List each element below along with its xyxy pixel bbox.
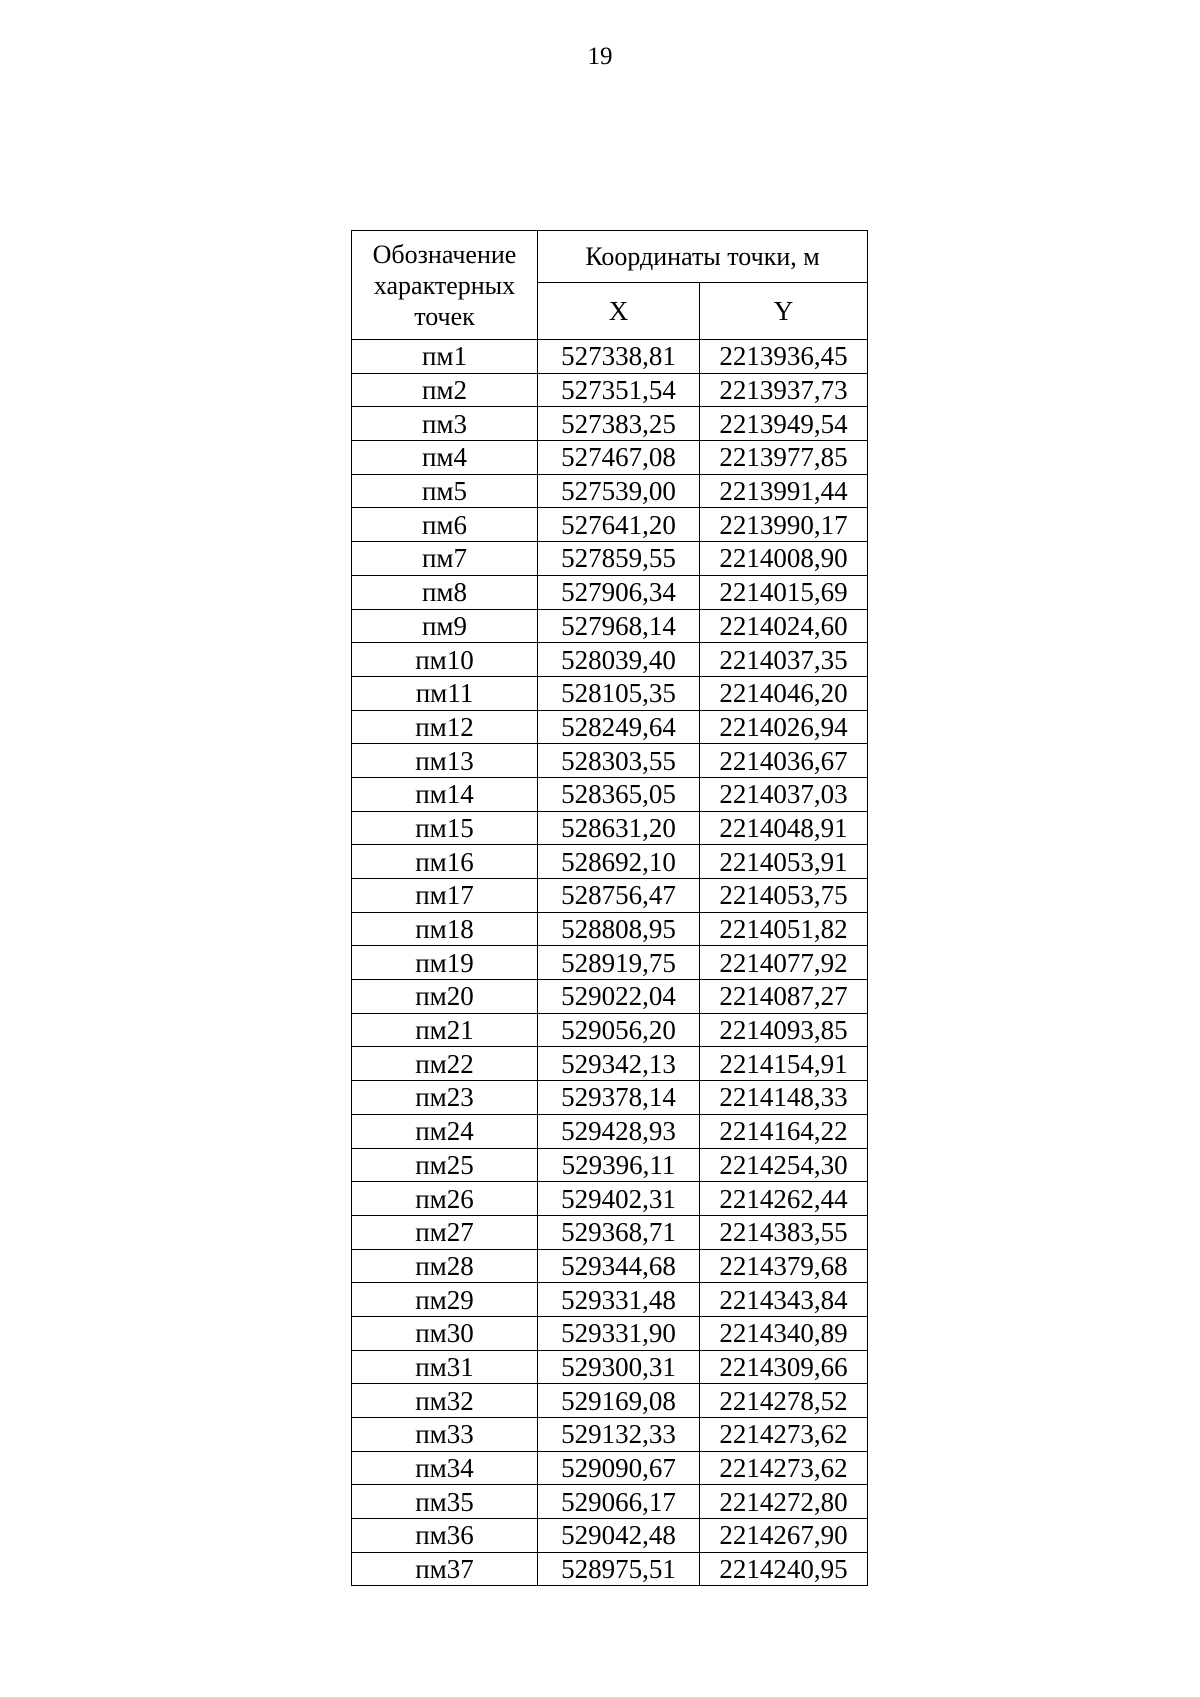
point-cell: пм2 (352, 373, 538, 407)
table-row (352, 1418, 868, 1452)
y-coordinate-cell: 2214008,90 (700, 542, 868, 576)
point-cell: пм35 (352, 1485, 538, 1519)
x-coordinate-cell: 527906,34 (538, 575, 700, 609)
point-cell: пм24 (352, 1114, 538, 1148)
y-column-header: Y (700, 283, 868, 340)
table-row (352, 845, 868, 879)
y-coordinate-cell: 2214262,44 (700, 1182, 868, 1216)
point-cell: пм31 (352, 1350, 538, 1384)
point-cell: пм25 (352, 1148, 538, 1182)
point-cell: пм27 (352, 1215, 538, 1249)
y-coordinate-cell: 2214026,94 (700, 710, 868, 744)
table-row (352, 676, 868, 710)
point-cell: пм20 (352, 980, 538, 1014)
y-coordinate-cell: 2214340,89 (700, 1316, 868, 1350)
x-coordinate-cell: 527641,20 (538, 508, 700, 542)
y-coordinate-cell: 2214278,52 (700, 1384, 868, 1418)
x-coordinate-cell: 528039,40 (538, 643, 700, 677)
point-cell: пм37 (352, 1552, 538, 1586)
table-row (352, 340, 868, 374)
table-row (352, 1047, 868, 1081)
x-coordinate-cell: 528919,75 (538, 946, 700, 980)
table-row (352, 946, 868, 980)
point-cell: пм4 (352, 441, 538, 475)
x-coordinate-cell: 527859,55 (538, 542, 700, 576)
x-coordinate-cell: 529368,71 (538, 1215, 700, 1249)
table-row (352, 1552, 868, 1586)
y-coordinate-cell: 2214036,67 (700, 744, 868, 778)
table-row (352, 1081, 868, 1115)
y-coordinate-cell: 2214240,95 (700, 1552, 868, 1586)
table-row (352, 912, 868, 946)
x-coordinate-cell: 529090,67 (538, 1451, 700, 1485)
x-coordinate-cell: 529378,14 (538, 1081, 700, 1115)
x-coordinate-cell: 528975,51 (538, 1552, 700, 1586)
point-cell: пм8 (352, 575, 538, 609)
y-coordinate-cell: 2214383,55 (700, 1215, 868, 1249)
designation-header-line-2: характерных (373, 270, 516, 300)
point-cell: пм18 (352, 912, 538, 946)
x-coordinate-cell: 529402,31 (538, 1182, 700, 1216)
x-coordinate-cell: 529056,20 (538, 1013, 700, 1047)
x-coordinate-cell: 527383,25 (538, 407, 700, 441)
x-coordinate-cell: 528303,55 (538, 744, 700, 778)
y-coordinate-cell: 2214015,69 (700, 575, 868, 609)
page-number: 19 (587, 43, 613, 70)
y-coordinate-cell: 2214379,68 (700, 1249, 868, 1283)
designation-header-line-1: Обозначение (372, 239, 517, 269)
point-cell: пм33 (352, 1418, 538, 1452)
y-coordinate-cell: 2214148,33 (700, 1081, 868, 1115)
y-coordinate-cell: 2214272,80 (700, 1485, 868, 1519)
y-coordinate-cell: 2214048,91 (700, 811, 868, 845)
point-cell: пм13 (352, 744, 538, 778)
point-cell: пм23 (352, 1081, 538, 1115)
y-coordinate-cell: 2214037,03 (700, 777, 868, 811)
x-coordinate-cell: 529396,11 (538, 1148, 700, 1182)
y-coordinate-cell: 2214267,90 (700, 1519, 868, 1553)
point-cell: пм36 (352, 1519, 538, 1553)
x-coordinate-cell: 529344,68 (538, 1249, 700, 1283)
x-coordinate-cell: 527968,14 (538, 609, 700, 643)
point-cell: пм30 (352, 1316, 538, 1350)
table-row (352, 441, 868, 475)
table-row (352, 474, 868, 508)
table-row (352, 879, 868, 913)
y-coordinate-cell: 2213991,44 (700, 474, 868, 508)
point-cell: пм9 (352, 609, 538, 643)
x-coordinate-cell: 528105,35 (538, 676, 700, 710)
y-coordinate-cell: 2213990,17 (700, 508, 868, 542)
table-row (352, 710, 868, 744)
point-cell: пм22 (352, 1047, 538, 1081)
y-coordinate-cell: 2214024,60 (700, 609, 868, 643)
table-row (352, 744, 868, 778)
y-coordinate-cell: 2214053,91 (700, 845, 868, 879)
y-coordinate-cell: 2213949,54 (700, 407, 868, 441)
table-row (352, 1283, 868, 1317)
point-cell: пм29 (352, 1283, 538, 1317)
table-row (352, 609, 868, 643)
x-coordinate-cell: 527351,54 (538, 373, 700, 407)
point-cell: пм28 (352, 1249, 538, 1283)
x-coordinate-cell: 527539,00 (538, 474, 700, 508)
y-coordinate-cell: 2214273,62 (700, 1451, 868, 1485)
x-coordinate-cell: 529428,93 (538, 1114, 700, 1148)
point-cell: пм7 (352, 542, 538, 576)
table-body (352, 340, 868, 1586)
table-row (352, 1013, 868, 1047)
y-coordinate-cell: 2214154,91 (700, 1047, 868, 1081)
y-coordinate-cell: 2213937,73 (700, 373, 868, 407)
table-row (352, 1451, 868, 1485)
point-cell: пм1 (352, 340, 538, 374)
x-coordinate-cell: 529300,31 (538, 1350, 700, 1384)
table-row (352, 1182, 868, 1216)
x-coordinate-cell: 529331,90 (538, 1316, 700, 1350)
table-row (352, 980, 868, 1014)
table-row (352, 373, 868, 407)
point-cell: пм21 (352, 1013, 538, 1047)
table-row (352, 542, 868, 576)
y-coordinate-cell: 2214309,66 (700, 1350, 868, 1384)
coordinates-header: Координаты точки, м (538, 231, 868, 283)
header-row-top (352, 231, 868, 283)
y-coordinate-cell: 2214164,22 (700, 1114, 868, 1148)
x-coordinate-cell: 528365,05 (538, 777, 700, 811)
table-row (352, 1148, 868, 1182)
table-row (352, 1215, 868, 1249)
y-coordinate-cell: 2213936,45 (700, 340, 868, 374)
point-cell: пм11 (352, 676, 538, 710)
point-cell: пм12 (352, 710, 538, 744)
y-coordinate-cell: 2214077,92 (700, 946, 868, 980)
y-coordinate-cell: 2214273,62 (700, 1418, 868, 1452)
point-cell: пм32 (352, 1384, 538, 1418)
point-cell: пм3 (352, 407, 538, 441)
designation-header (352, 231, 538, 340)
x-coordinate-cell: 528808,95 (538, 912, 700, 946)
table-row (352, 1384, 868, 1418)
x-coordinate-cell: 528249,64 (538, 710, 700, 744)
table-row (352, 643, 868, 677)
y-coordinate-cell: 2214093,85 (700, 1013, 868, 1047)
table-row (352, 1249, 868, 1283)
table-row (352, 1485, 868, 1519)
table-row (352, 811, 868, 845)
y-coordinate-cell: 2214053,75 (700, 879, 868, 913)
table-row (352, 508, 868, 542)
x-coordinate-cell: 529331,48 (538, 1283, 700, 1317)
table-header (352, 231, 868, 340)
x-coordinate-cell: 529169,08 (538, 1384, 700, 1418)
x-coordinate-cell: 528631,20 (538, 811, 700, 845)
point-cell: пм6 (352, 508, 538, 542)
table-row (352, 1519, 868, 1553)
x-coordinate-cell: 529022,04 (538, 980, 700, 1014)
table-row (352, 407, 868, 441)
y-coordinate-cell: 2214343,84 (700, 1283, 868, 1317)
table-row (352, 777, 868, 811)
point-cell: пм19 (352, 946, 538, 980)
point-cell: пм5 (352, 474, 538, 508)
y-coordinate-cell: 2214051,82 (700, 912, 868, 946)
point-cell: пм34 (352, 1451, 538, 1485)
y-coordinate-cell: 2214046,20 (700, 676, 868, 710)
coordinates-table (351, 230, 868, 1586)
table-row (352, 1316, 868, 1350)
x-coordinate-cell: 527338,81 (538, 340, 700, 374)
point-cell: пм26 (352, 1182, 538, 1216)
point-cell: пм15 (352, 811, 538, 845)
point-cell: пм10 (352, 643, 538, 677)
y-coordinate-cell: 2213977,85 (700, 441, 868, 475)
designation-header-line-3: точек (414, 301, 475, 331)
table-row (352, 575, 868, 609)
x-coordinate-cell: 528756,47 (538, 879, 700, 913)
point-cell: пм14 (352, 777, 538, 811)
x-coordinate-cell: 529132,33 (538, 1418, 700, 1452)
x-coordinate-cell: 528692,10 (538, 845, 700, 879)
point-cell: пм16 (352, 845, 538, 879)
x-coordinate-cell: 529042,48 (538, 1519, 700, 1553)
table-row (352, 1114, 868, 1148)
y-coordinate-cell: 2214087,27 (700, 980, 868, 1014)
x-coordinate-cell: 529342,13 (538, 1047, 700, 1081)
y-coordinate-cell: 2214037,35 (700, 643, 868, 677)
x-coordinate-cell: 527467,08 (538, 441, 700, 475)
point-cell: пм17 (352, 879, 538, 913)
x-column-header: X (538, 283, 700, 340)
y-coordinate-cell: 2214254,30 (700, 1148, 868, 1182)
table-row (352, 1350, 868, 1384)
x-coordinate-cell: 529066,17 (538, 1485, 700, 1519)
